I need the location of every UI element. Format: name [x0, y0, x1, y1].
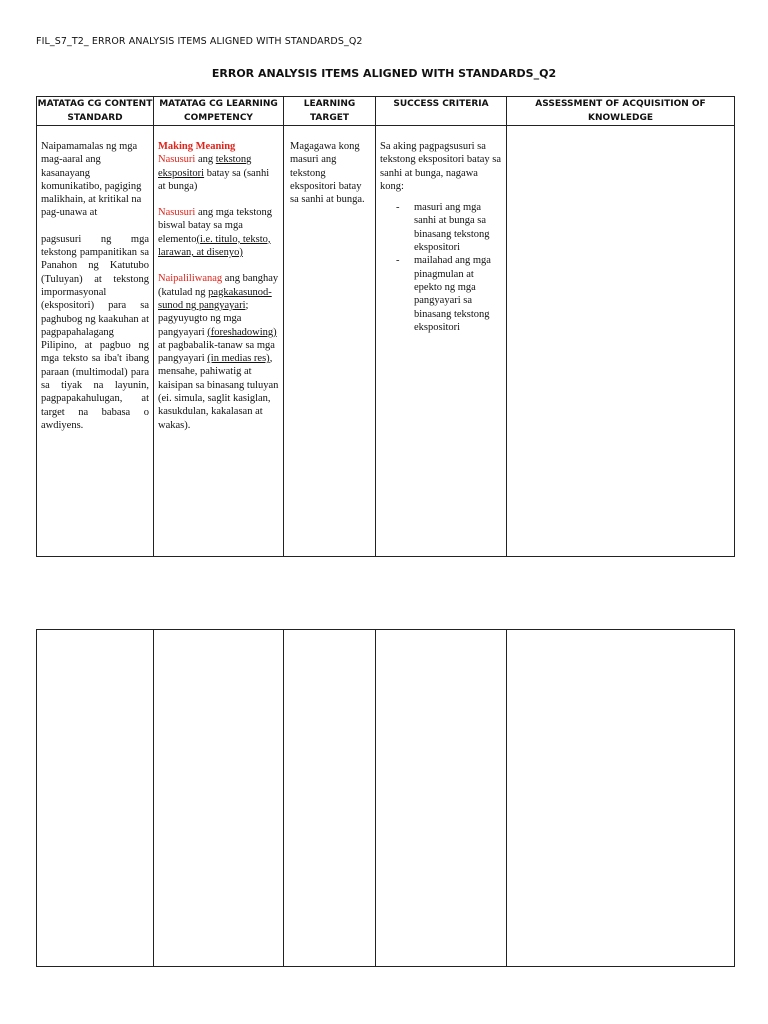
column-header-success-criteria: SUCCESS CRITERIA	[376, 97, 507, 126]
content-standard-cell	[37, 126, 154, 557]
assessment-cell[interactable]	[507, 126, 735, 557]
empty-table	[36, 629, 735, 967]
empty-cell[interactable]	[507, 630, 735, 967]
standards-table	[36, 96, 735, 557]
content-standard-paragraph-2: pagsusuri ng mga tekstong pampanitikan sa Panahon ng Katutubo (Tuluyan) at tekstong impormasyonal (ekspositori) para sa paghubog ng kaakuhan at pagpapahalagang Pilipino, at pagbuo ng mga teksto sa iba't ibang paraan (multimodal) para sa tiyak na layunin, pagpapakahulugan, at target na babasa o awdiyens.	[41, 233, 149, 431]
column-header-learning-target: LEARNING TARGET	[284, 97, 376, 126]
competency-heading: Making Meaning	[158, 141, 236, 152]
document-header-code: FIL_S7_T2_ ERROR ANALYSIS ITEMS ALIGNED WITH STANDARDS_Q2	[36, 36, 363, 47]
table-row	[37, 126, 735, 557]
learning-target-text: Magagawa kong masuri ang tekstong ekspositori batay sa sanhi at bunga.	[290, 141, 365, 206]
competency-2-underlined: (i.e. titulo, teksto, larawan, at disenyo)	[158, 233, 271, 259]
column-header-learning-competency: MATATAG CG LEARNING COMPETENCY	[154, 97, 284, 126]
competency-2: Nasusuri ang mga tekstong biswal batay sa mga elemento(i.e. titulo, teksto, larawan, at disenyo)	[158, 207, 273, 259]
competency-1-verb: Nasusuri	[158, 154, 196, 166]
table-row	[37, 630, 735, 967]
empty-cell[interactable]	[154, 630, 284, 967]
empty-cell[interactable]	[376, 630, 507, 967]
empty-cell[interactable]	[284, 630, 376, 967]
column-header-content-standard: MATATAG CG CONTENT STANDARD	[37, 97, 154, 126]
success-criteria-cell	[376, 126, 507, 557]
success-criteria-intro: Sa aking pagpagsusuri sa tekstong ekspositori batay sa sanhi at bunga, nagawa kong:	[380, 141, 502, 192]
competency-1: Nasusuri ang tekstong ekspositori batay sa (sanhi at bunga)	[158, 154, 270, 192]
competency-2-verb: Nasusuri	[158, 207, 196, 219]
success-criteria-item: - masuri ang mga sanhi at bunga sa binasang tekstong ekspositori	[380, 201, 502, 254]
success-criteria-item: - mailahad ang mga pinagmulan at epekto ng mga pangyayari sa binasang tekstong ekspositori	[380, 254, 502, 334]
competency-3: Naipaliliwanag ang banghay (katulad ng pagkakasunod-sunod ng pangyayari; pagyuyugto ng mga pangyayari (foreshadowing) at pagbabalik-tanaw sa mga pangyayari (in medias res), mensahe, pahiwatig at kaisipan sa binasang tuluyan (ei. simula, saglit kasiglan, kasukdulan, kakalasan at wakas).	[158, 273, 279, 431]
competency-3-verb: Naipaliliwanag	[158, 273, 223, 285]
table-header-row	[37, 97, 735, 126]
learning-target-cell	[284, 126, 376, 557]
empty-cell[interactable]	[37, 630, 154, 967]
document-title: ERROR ANALYSIS ITEMS ALIGNED WITH STANDARDS_Q2	[211, 67, 557, 80]
competency-1-underlined: tekstong ekspositori	[158, 154, 252, 179]
content-standard-paragraph-1: Naipamamalas ng mga mag-aaral ang kasanayang komunikatibo, pagiging malikhain, at kritikal na pag-unawa at	[41, 141, 142, 219]
column-header-assessment: ASSESSMENT OF ACQUISITION OF KNOWLEDGE	[507, 97, 735, 126]
success-criteria-list	[380, 201, 502, 334]
learning-competency-cell	[154, 126, 284, 557]
